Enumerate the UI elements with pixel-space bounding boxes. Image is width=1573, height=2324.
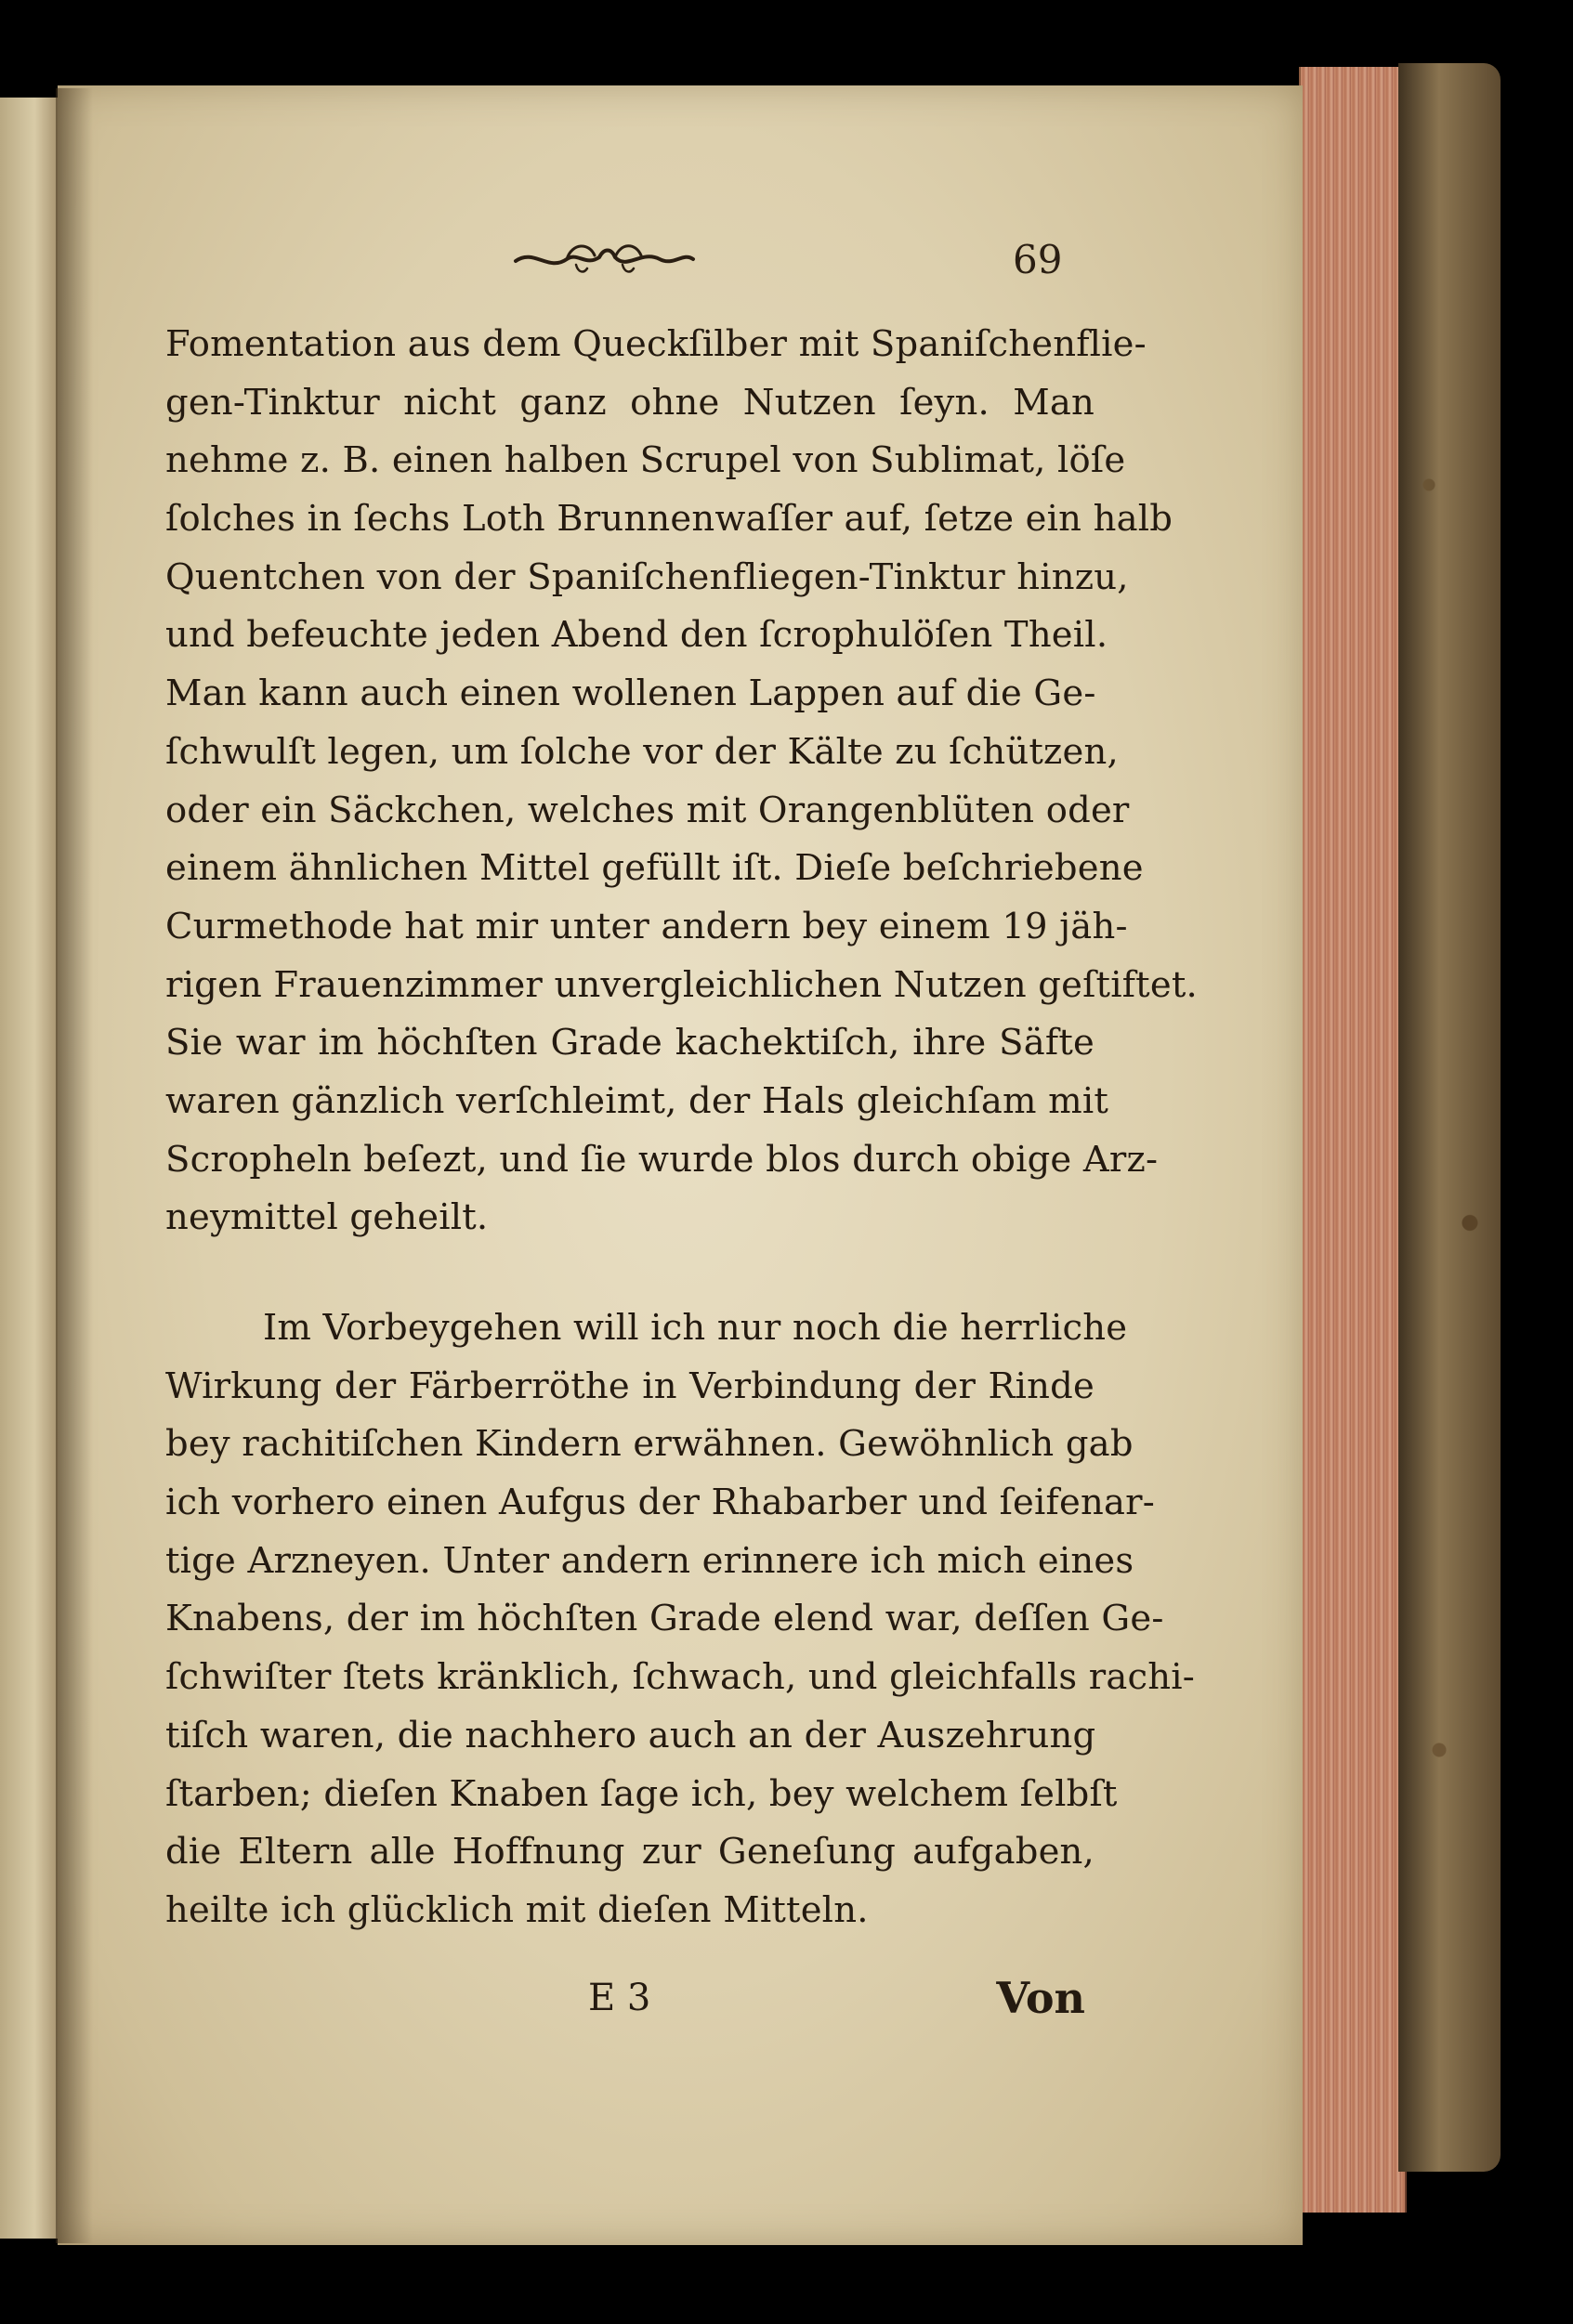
text-line: ſchwulſt legen, um ſolche vor der Kälte zu ſchützen, <box>165 730 1119 773</box>
text-line: einem ähnlichen Mittel gefüllt iſt. Dieſe beſchriebene <box>165 847 1144 890</box>
text-line: heilte ich glücklich mit dieſen Mitteln. <box>165 1888 869 1931</box>
paragraph-gap <box>165 1247 1095 1299</box>
text-line: neymittel geheilt. <box>165 1196 489 1239</box>
left-page-edge <box>0 98 59 2239</box>
signature-mark: E 3 <box>588 1977 651 2019</box>
text-line: Fomentation aus dem Queckſilber mit Spaniſchenflie- <box>165 323 1147 365</box>
text-line: tiſch waren, die nachhero auch an der Auszehrung <box>165 1714 1096 1756</box>
text-line: rigen Frauenzimmer unvergleichlichen Nutzen geſtiftet. <box>165 963 1198 1006</box>
text-line: Scropheln beſezt, und ſie wurde blos durch obige Arz- <box>165 1138 1159 1181</box>
page-header <box>186 237 1115 293</box>
decorative-flourish-icon <box>511 239 697 281</box>
catchword: Von <box>996 1973 1085 2023</box>
text-line: Curmethode hat mir unter andern bey einem 19 jäh- <box>165 905 1128 947</box>
text-line: ſchwiſter ſtets kränklich, ſchwach, und gleichfalls rachi- <box>165 1656 1195 1699</box>
text-line: ſtarben; dieſen Knaben ſage ich, bey welchem ſelbſt <box>165 1772 1118 1815</box>
page-number: 69 <box>1013 237 1063 282</box>
text-line: Sie war im höchſten Grade kachektiſch, ihre Säfte <box>165 1022 1095 1064</box>
text-line: und befeuchte jeden Abend den ſcrophulöſen Theil. <box>165 614 1108 657</box>
text-line: Quentchen von der Spaniſchenfliegen-Tinktur hinzu, <box>165 555 1129 598</box>
text-line: waren gänzlich verſchleimt, der Hals gleichſam mit <box>165 1079 1109 1122</box>
page-footer <box>165 1969 1095 2043</box>
paragraph-1 <box>165 316 1198 1247</box>
paragraph-2 <box>165 1299 1195 1940</box>
text-line: Man kann auch einen wollenen Lappen auf die Ge- <box>165 672 1096 715</box>
text-line: ich vorhero einen Aufgus der Rhabarber und ſeifenar- <box>165 1482 1155 1524</box>
gutter-shadow <box>56 88 93 2243</box>
book-cover-edge <box>1398 63 1501 2172</box>
text-line: tige Arzneyen. Unter andern erinnere ich mich eines <box>165 1539 1134 1582</box>
text-line: die Eltern alle Hoffnung zur Geneſung aufgaben, <box>165 1831 1095 1874</box>
text-line: bey rachitiſchen Kindern erwähnen. Gewöhnlich gab <box>165 1423 1134 1466</box>
text-line: oder ein Säckchen, welches mit Orangenblüten oder <box>165 789 1130 831</box>
text-line: Im Vorbeygehen will ich nur noch die herrliche <box>263 1307 1128 1349</box>
page-fore-edge <box>1299 67 1407 2213</box>
text-line: nehme z. B. einen halben Scrupel von Sublimat, löſe <box>165 439 1126 482</box>
text-line: Wirkung der Färberröthe in Verbindung der Rinde <box>165 1364 1095 1407</box>
text-line: ſolches in ſechs Loth Brunnenwaſſer auf, ſetze ein halb <box>165 498 1173 541</box>
text-line: gen-Tinktur nicht ganz ohne Nutzen ſeyn. Man <box>165 381 1095 424</box>
body-text <box>165 316 1198 1940</box>
text-line: Knabens, der im höchſten Grade elend war, deſſen Ge- <box>165 1598 1164 1640</box>
